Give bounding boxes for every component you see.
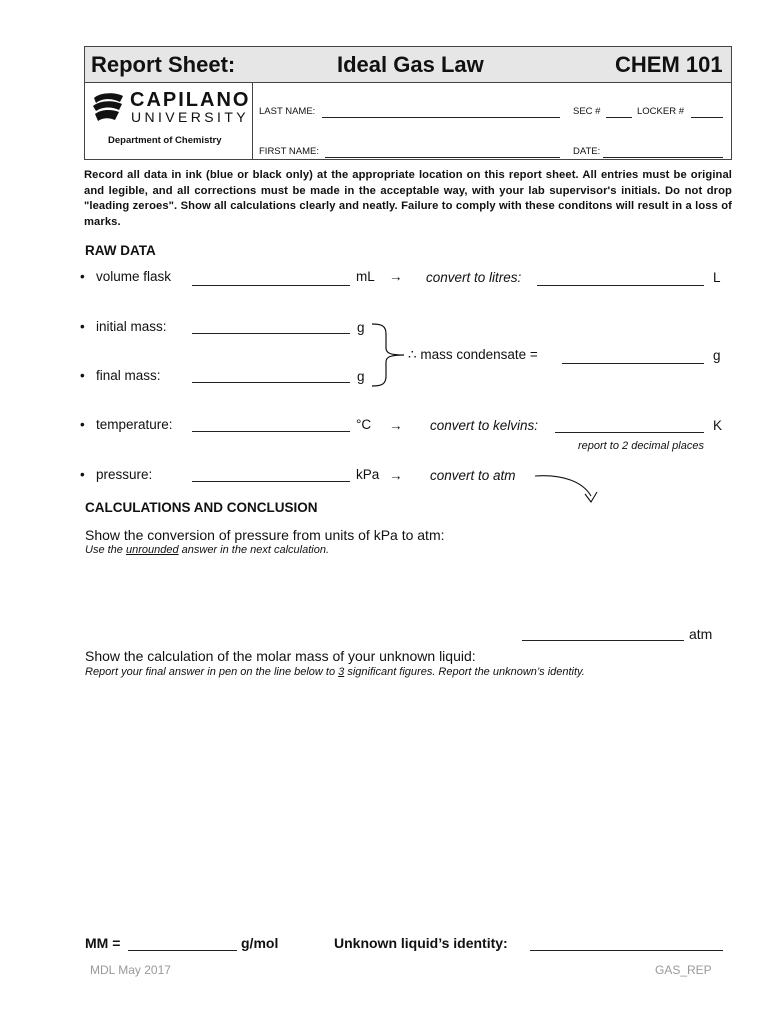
kelvin-note: report to 2 decimal places — [578, 440, 704, 452]
sec-label: SEC # — [573, 106, 601, 117]
temperature-unit: °C — [356, 417, 372, 432]
curved-arrow-icon — [533, 470, 603, 506]
instructions-text: Record all data in ink (blue or black only) at the appropriate location on this report sheet. All entries must be original and legible, and all corrections must be made in the acceptable way, with your lab supervisor's initials. Do not drop "leading zeroes". Show all calculations clearly and neatly. Failure to comply with these conditons will result in a loss of marks. — [84, 169, 732, 228]
brace-icon — [370, 322, 410, 388]
arrow-icon: → — [389, 418, 403, 433]
litres-unit: L — [713, 270, 721, 285]
arrow-icon: → — [389, 269, 403, 284]
header-divider — [252, 83, 253, 160]
volume-field[interactable] — [192, 285, 350, 286]
arrow-icon: → — [389, 468, 403, 483]
atm-answer-field[interactable] — [522, 640, 684, 641]
mm-label: MM = — [85, 935, 121, 951]
pressure-unit: kPa — [356, 467, 380, 482]
date-label: DATE: — [573, 146, 601, 157]
raw-data-heading: RAW DATA — [85, 243, 156, 258]
date-field[interactable] — [603, 157, 723, 158]
mass-condensate-field[interactable] — [562, 363, 704, 364]
footer-left: MDL May 2017 — [90, 963, 171, 977]
kelvin-unit: K — [713, 418, 723, 433]
course-code: CHEM 101 — [615, 52, 723, 77]
calculations-heading: CALCULATIONS AND CONCLUSION — [85, 500, 318, 515]
pressure-label: • pressure: — [96, 467, 152, 482]
identity-label: Unknown liquid’s identity: — [334, 935, 508, 951]
molar-mass-prompt: Show the calculation of the molar mass of your unknown liquid: — [85, 648, 476, 664]
final-mass-label: • final mass: — [96, 368, 161, 383]
final-mass-field[interactable] — [192, 382, 350, 383]
convert-litres-label: convert to litres: — [426, 270, 522, 285]
final-mass-unit: g — [357, 369, 365, 384]
mm-answer-field[interactable] — [128, 950, 237, 951]
logo-capilano: CAPILANO — [130, 89, 251, 111]
temperature-label: • temperature: — [96, 417, 173, 432]
kelvins-field[interactable] — [555, 432, 704, 433]
pressure-conversion-prompt: Show the conversion of pressure from units of kPa to atm: — [85, 527, 445, 543]
initial-mass-field[interactable] — [192, 333, 350, 334]
atm-unit: atm — [689, 626, 713, 642]
litres-field[interactable] — [537, 285, 704, 286]
department-label: Department of Chemistry — [108, 135, 222, 146]
pressure-field[interactable] — [192, 481, 350, 482]
volume-unit: mL — [356, 269, 375, 284]
mm-unit: g/mol — [241, 935, 279, 951]
identity-answer-field[interactable] — [530, 950, 723, 951]
initial-mass-label: • initial mass: — [96, 319, 167, 334]
molar-mass-note: Report your final answer in pen on the line below to 3 significant figures. Report the unknown’s identity. — [85, 666, 585, 678]
volume-label: • volume flask — [96, 269, 171, 284]
first-name-label: FIRST NAME: — [259, 146, 319, 157]
logo-university: UNIVERSITY — [131, 109, 250, 125]
report-sheet-label: Report Sheet: — [91, 52, 236, 77]
sec-field[interactable] — [606, 117, 632, 118]
mass-condensate-label: ∴ mass condensate = — [408, 347, 538, 362]
temperature-field[interactable] — [192, 431, 350, 432]
last-name-label: LAST NAME: — [259, 106, 316, 117]
footer-right: GAS_REP — [655, 963, 712, 977]
first-name-field[interactable] — [325, 157, 560, 158]
initial-mass-unit: g — [357, 320, 365, 335]
capilano-logo-icon — [90, 90, 126, 126]
convert-atm-label: convert to atm — [430, 468, 516, 483]
convert-kelvins-label: convert to kelvins: — [430, 418, 539, 433]
locker-field[interactable] — [691, 117, 723, 118]
page-title: Ideal Gas Law — [337, 52, 484, 77]
pressure-conversion-note: Use the unrounded answer in the next calculation. — [85, 544, 329, 556]
locker-label: LOCKER # — [637, 106, 684, 117]
last-name-field[interactable] — [322, 117, 560, 118]
condensate-unit: g — [713, 348, 721, 363]
